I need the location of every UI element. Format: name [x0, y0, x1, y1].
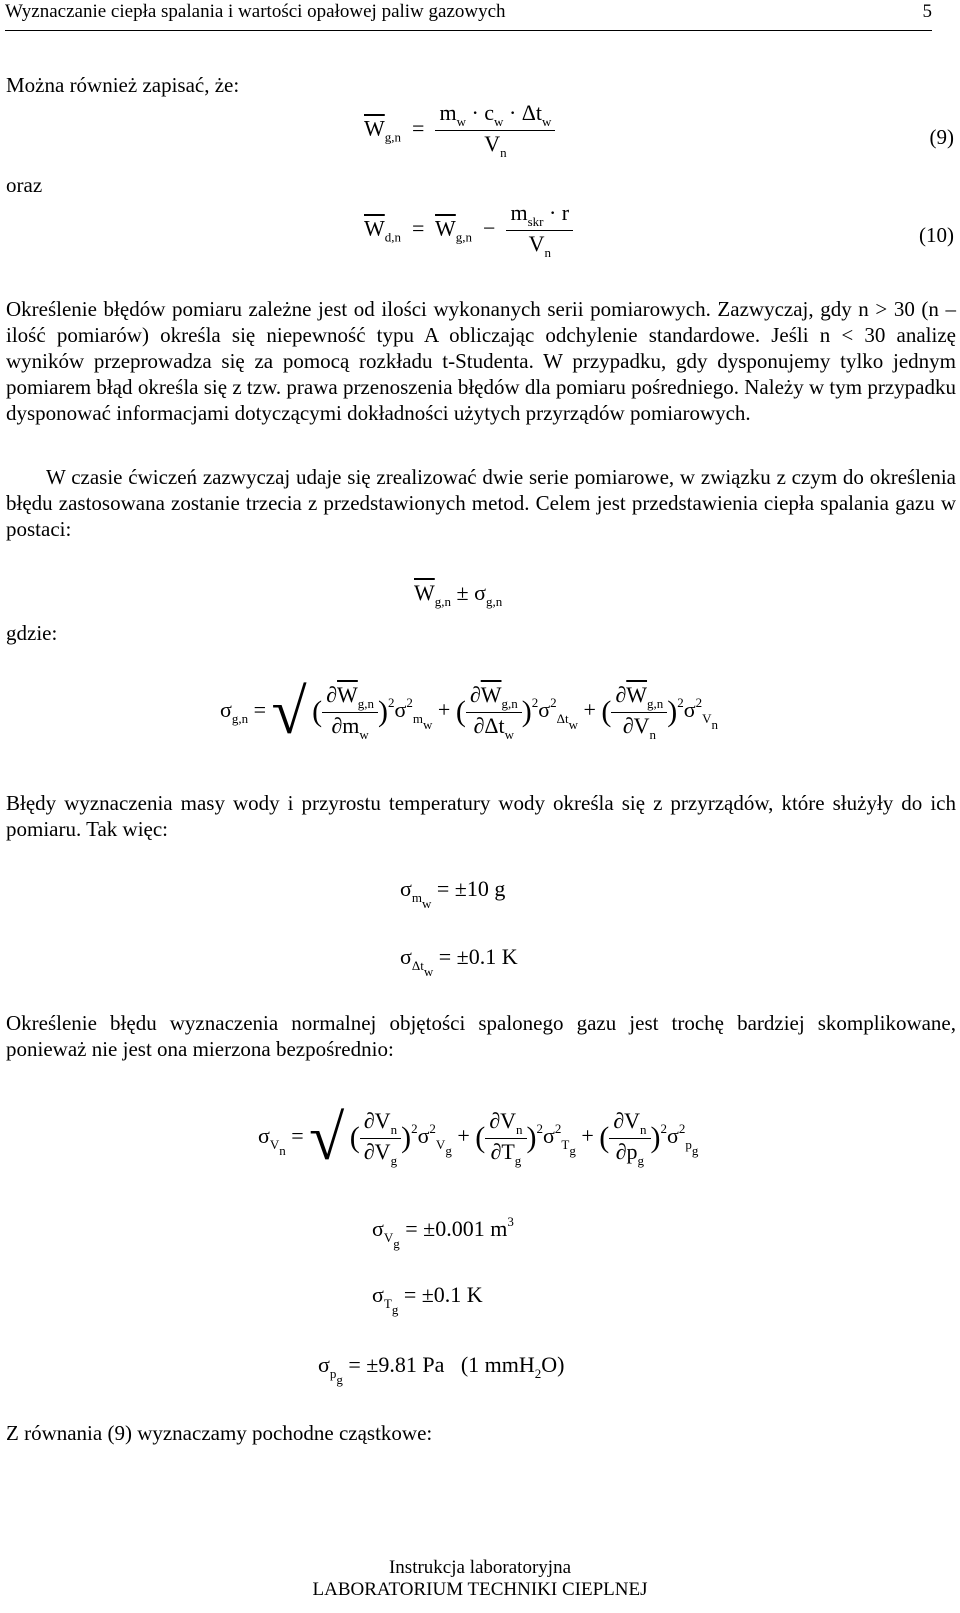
sigma-vg-value: = ±0.001 m [405, 1216, 508, 1241]
gdzie-text: gdzie: [6, 621, 58, 645]
result-expression: $\overline{W}_{g,n} \pm \sigma_{g,n}$ [414, 580, 503, 609]
footer-line-2: LABORATORIUM TECHNIKI CIEPLNEJ [312, 1579, 648, 1600]
sigma-mw-value: = ±10 g [436, 876, 506, 901]
sigma-pg-equation: $\sigma_{p_g} = \pm 9.81$ Pa (1 mmH$_2$O) [318, 1352, 565, 1387]
page-header [5, 0, 932, 31]
sigma-vg-equation: $\sigma_{V_g} = \pm 0.001$ $m^3$ [372, 1214, 514, 1251]
paragraph-4: Określenie błędu wyznaczenia normalnej objętości spalonego gazu jest trochę bardziej skomplikowane, ponieważ nie jest ona mierzona bezpośrednio: [6, 1011, 956, 1061]
sigma-tg-equation: $\sigma_{T_g} = \pm 0.1$ K [372, 1282, 483, 1317]
sigma-mw-equation: $\sigma_{m_w} = \pm 10$ g [400, 876, 506, 911]
sigma-pg-note: (1 mmH [460, 1352, 535, 1377]
footer-line-1: Instrukcja laboratoryjna [388, 1557, 571, 1578]
sigma-gn-equation: $\sigma_{g,n}$ = √ ( $\frac{\partial\overline{W}_{g,n}}{\partial m_w}$ )$^2\sigma^2_{m_w}$ + ( $\frac{\partial\overline{W}_{g,n}}{\partial\Delta t_w}$ )$^2\sigma^2_{\Delta t_w}$ + ( $\frac{\partial\overline{W}_{g,n}}{\partial V_n}$ )$^2\sigma^2_{V_n}$ [220, 676, 719, 747]
paragraph-3: Błędy wyznaczenia masy wody i przyrostu temperatury wody określa się z przyrządów, które służyły do ich pomiaru. Tak więc: [6, 791, 956, 841]
intro-text: Można również zapisać, że: [6, 73, 240, 97]
sigma-pg-note-end: O) [541, 1352, 565, 1377]
sigma-vn-equation: $\sigma_{V_n}$ = √ ( $\frac{\partial V_n}{\partial V_g}$ )$^2\sigma^2_{V_g}$ + ( $\frac{\partial V_n}{\partial T_g}$ )$^2\sigma^2_{T_g}$ + ( $\frac{\partial V_n}{\partial p_g}$ )$^2\sigma^2_{p_g}$ [258, 1102, 699, 1173]
sigma-tg-value: = ±0.1 K [403, 1282, 483, 1307]
equation-10-number: (10) [919, 223, 954, 247]
paragraph-1: Określenie błędów pomiaru zależne jest od ilości wykonanych serii pomiarowych. Zazwyczaj, gdy n > 30 (n – ilość pomiarów) określa się niepewność typu A obliczając odchylenie standardowe. Jeśli n < 30 analizę wyników przeprowadza się za pomocą rozkładu t-Studenta. W przypadku, gdy dysponujemy tylko jednym pomiarem błąd określa się z tzw. prawa przenoszenia błędów dla pomiaru pośredniego. Należy w tym przypadku dysponować informacjami dotyczącymi dokładności użytych przyrządów pomiarowych. [6, 297, 956, 425]
sigma-dtw-equation: $\sigma_{\Delta t_w} = \pm 0.1$ K [400, 944, 518, 979]
page-number: 5 [922, 1, 932, 22]
sigma-pg-value: = ±9.81 Pa [348, 1352, 445, 1377]
oraz-text: oraz [6, 173, 43, 197]
sigma-dtw-value: = ±0.1 K [438, 944, 518, 969]
equation-9: $\overline{W}_{g,n}$ = $\frac{m_w \cdot c_w \cdot \Delta t_w}{V_n}$ [364, 100, 555, 161]
header-title: Wyznaczanie ciepła spalania i wartości opałowej paliw gazowych [5, 1, 506, 22]
equation-9-number: (9) [929, 125, 954, 149]
equation-10: $\overline{W}_{d,n} = \overline{W}_{g,n}$ − $\frac{m_{skr} \cdot r}{V_n}$ [364, 200, 573, 261]
paragraph-2: W czasie ćwiczeń zazwyczaj udaje się zrealizować dwie serie pomiarowe, w związku z czym do określenia błędu zastosowana zostanie trzecia z przedstawionych metod. Celem jest przedstawienia ciepła spalania gazu w postaci: [6, 465, 956, 541]
closing-text: Z równania (9) wyznaczamy pochodne cząstkowe: [6, 1421, 433, 1445]
